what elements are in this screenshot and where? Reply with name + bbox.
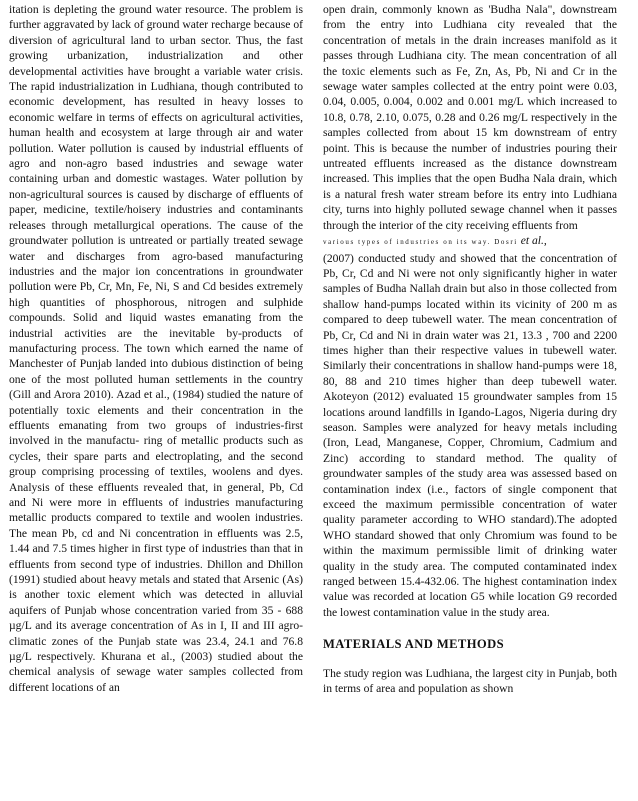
body-paragraph: open drain, commonly known as 'Budha Nala", downstream from the entry into Ludhiana city revealed that the concentration of metals in the drain increases manifold as it passes through Ludhiana city. The mean concentration of all the toxic elements such as Fe, Zn, As, Pb, Ni and Cr in the sewage water samples collected at the entry point were 0.03, 0.04, 0.005, 0.004, 0.002 and 0.001 mg/L which increased to 10.8, 0.78, 2.10, 0.075, 0.28 and 0.26 mg/L respectively in the samples collected from about 15 km downstream of entry point. This is because the number of industries pouring their untreated effluents increased as the distance downstream increased. This implies that the open Budha Nala drain, which is a natural fresh water stream before its entry into Ludhiana city, turns into highly polluted sewage channel when it passes through the interior of the city receiving effluents from [323, 3, 617, 232]
spaced-text: various types of industries on its way. Dosri [323, 238, 518, 247]
right-column [323, 2, 617, 696]
body-paragraph: itation is depleting the ground water resource. The problem is further aggravated by lack of ground water recharge because of diversion of agricultural land to urban sector. Thus, the fast growing urbanization, industrialization and other developmental activities have brought a variable water crisis. The rapid industrialization in Ludhiana, though contributed to economic development, has resulted in heavy losses to economic welfare in terms of effects on agricultural activities, human health and ecosystem at large through air and water pollution. Water pollution is caused by industrial effluents of agro and non-agro based industries and sewage water containing urban and domestic wastages. Water pollution by non-agricultural sources is caused by discharge of effluents of paper, medicine, textile/hoisery industries and contaminants releases through metallurgical operations. The cause of the groundwater pollution is untreated or partially treated sewage water and discharges from agro-based manufacturing industries and the major ion concentrations in groundwater pollution were Pb, Cr, Mn, Fe, Ni, S and Cd besides extremely high quantities of phosphorous, nitrogen and sulphide compounds. Solid and liquid wastes emanating from the industrial activities are the inevitable by-products of manufacturing process. The town which earned the name of Manchester of Punjab landed into dubious distinction of being one of the most polluted human settlements in the country (Gill and Arora 2010). Azad et al., (1984) studied the nature of potentially toxic elements and their concentration in the effluents emanating from two groups of industries-first involved in the manufactu- ring of metallic products such as cycles, their spare parts and electroplating, and the second group comprising processing of textiles, woolens and dyes. Analysis of these effluents revealed that, in general, Pb, Cd and Ni were more in effluents of industries manufacturing metallic products compared to textile and woolen industries. The mean Pb, cd and Ni concentration in effluents was 2.5, 1.44 and 7.5 times higher in first type of industries than that in effluents from second type of industries. Dhillon and Dhillon (1991) studied about heavy metals and stated that Arsenic (As) is another toxic element which was detected in alluvial aquifers of Punjab whose concentration varied from 35 - 688 µg/L and its average concentration of As in I, II and III agro-climatic zones of the Punjab state was 23.4, 24.1 and 76.8 µg/L respectively. Khurana et al., (2003) studied about the chemical analysis of sewage water samples collected from different locations of an [9, 3, 303, 694]
body-paragraph: The study region was Ludhiana, the largest city in Punjab, both in terms of area and population as shown [323, 666, 617, 696]
left-column [9, 2, 303, 695]
citation-et-al: et al., [517, 234, 547, 248]
body-paragraph: (2007) conducted study and showed that the concentration of Pb, Cr, Cd and Ni were not only significantly higher in water samples of Budha Nallah drain but also in those collected from shallow hand-pumps located within its vicinity of 200 m as compared to deep tubewell water. The mean concentration of Pb, Cr, Cd and Ni in drain water was 21, 13.3 , 700 and 2200 times higher than their respective values in tubewell water. Similarly their concentrations in shallow hand-pumps were 18, 80, 88 and 210 times higher than deep tubewell water. Akoteyon (2012) evaluated 15 groundwater samples from 15 locations around landfills in Igando-Lagos, Nigeria during dry season. Samples were analyzed for heavy metals including (Iron, Lead, Manganese, Copper, Chromium, Cadmium and Zinc) according to standard method. The quality of groundwater samples of the study area was assessed based on contamination index (i.e., factors of single component that exceed the maximum permissible concentration of water quality parameter according to WHO standard).The adopted WHO standard showed that only Chromium was found to be within the maximum permissible limit of drinking water quality in the study area. The computed contaminated index ranged between 15.4-432.06. The highest contamination index value was recorded at location G5 while location G9 recorded the lowest contamination value in the study area. [323, 251, 617, 619]
section-heading: MATERIALS AND METHODS [323, 637, 505, 652]
body-paragraph-continued [323, 233, 617, 250]
